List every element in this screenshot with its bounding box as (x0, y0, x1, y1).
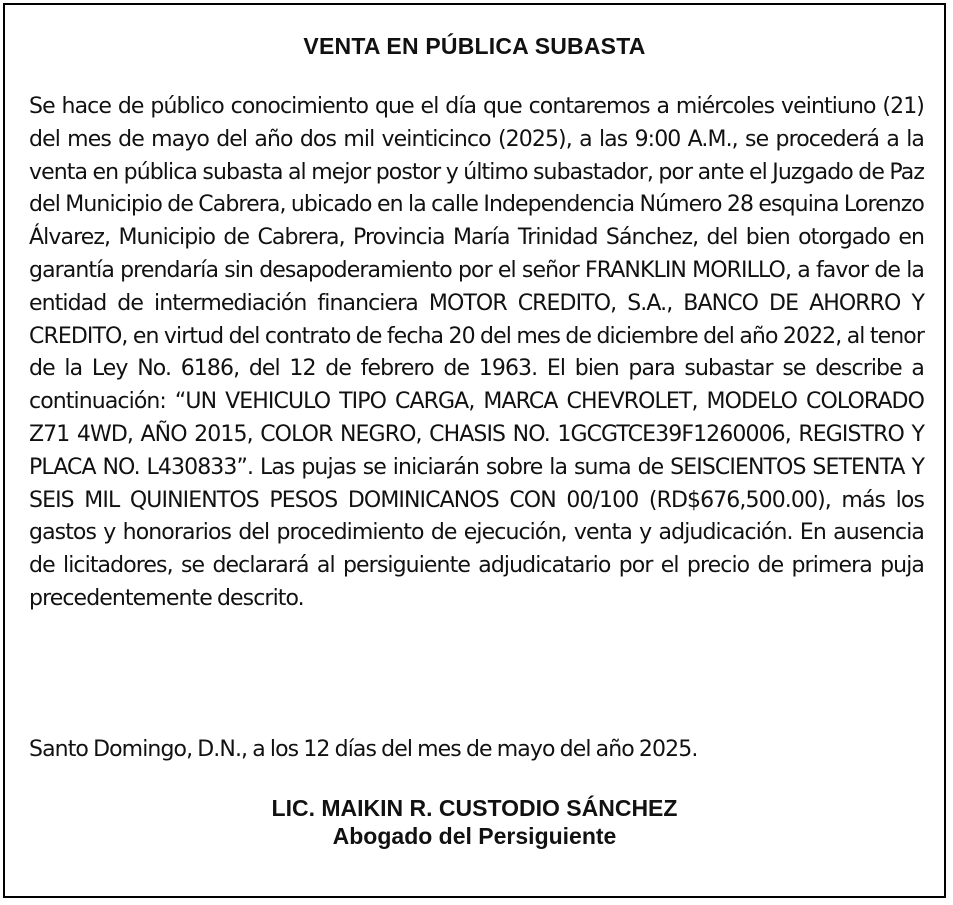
signer-role: Abogado del Persiguiente (332, 823, 617, 849)
place-and-date: Santo Domingo, D.N., a los 12 días del mes de mayo del año 2025. (29, 737, 698, 762)
notice-body: Se hace de público conocimiento que el día que contaremos a miércoles veintiuno (21) del mes de mayo del año dos mil veinticinco (2025), a las 9:00 A.M., se procederá a la venta en pública subasta al mejor postor y último subastador, por ante el Juzgado de Paz del Municipio de Cabrera, ubicado en la calle Independencia Número 28 esquina Lorenzo Álvarez, Municipio de Cabrera, Provincia María Trinidad Sánchez, del bien otorgado en garantía prendaría sin desapoderamiento por el señor FRANKLIN MORILLO, a favor de la entidad de intermediación financiera MOTOR CREDITO, S.A., BANCO DE AHORRO Y CREDITO, en virtud del contrato de fecha 20 del mes de diciembre del año 2022, al tenor de la Ley No. 6186, del 12 de febrero de 1963. El bien para subastar se describe a continuación: “UN VEHICULO TIPO CARGA, MARCA CHEVROLET, MODELO COLORADO Z71 4WD, AÑO 2015, COLOR NEGRO, CHASIS NO. 1GCGTCE39F1260006, REGISTRO Y PLACA NO. L430833”. Las pujas se iniciarán sobre la suma de SEISCIENTOS SETENTA Y SEIS MIL QUINIENTOS PESOS DOMINICANOS CON 00/100 (RD$676,500.00), más los gastos y honorarios del procedimiento de ejecución, venta y adjudicación. En ausencia de licitadores, se declarará al persiguiente adjudicatario por el precio de primera puja precedentemente descrito. (29, 94, 924, 611)
signer-name: LIC. MAIKIN R. CUSTODIO SÁNCHEZ (271, 795, 678, 821)
notice-title: VENTA EN PÚBLICA SUBASTA (303, 33, 646, 59)
auction-notice (3, 3, 946, 898)
